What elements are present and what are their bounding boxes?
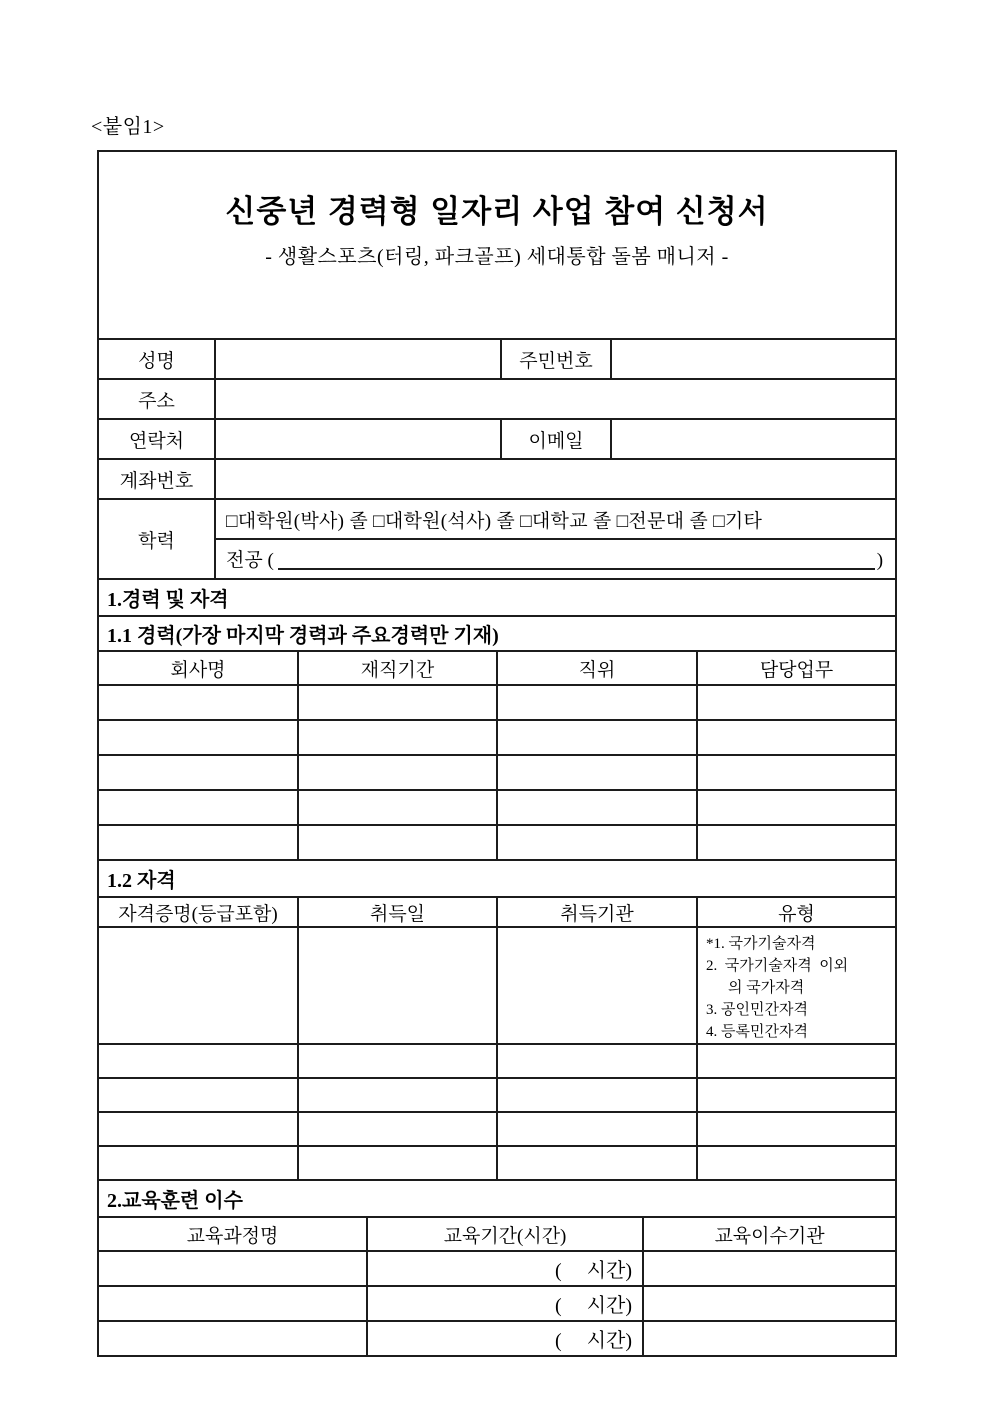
qual-cell-empty [697, 1078, 896, 1112]
email-value-cell [611, 419, 896, 459]
career-cell-empty [98, 825, 298, 860]
career-header-position: 직위 [497, 651, 697, 685]
training-hours-cell: ( 시간) [367, 1286, 643, 1321]
career-cell-empty [98, 790, 298, 825]
career-cell-empty [98, 685, 298, 720]
qual-cell-empty [497, 1112, 697, 1146]
education-options: □대학원(박사) 졸 □대학원(석사) 졸 □대학교 졸 □전문대 졸 □기타 [215, 499, 896, 539]
qual-cell-empty [98, 927, 298, 1044]
career-cell-empty [98, 755, 298, 790]
training-header-institution: 교육이수기관 [643, 1217, 896, 1251]
career-row [98, 685, 896, 720]
career-cell-empty [298, 755, 497, 790]
career-row [98, 790, 896, 825]
qual-cell-empty [497, 927, 697, 1044]
career-cell-empty [497, 755, 697, 790]
training-hours-cell: ( 시간) [367, 1321, 643, 1356]
section1-2-title: 1.2 자격 [98, 860, 896, 897]
training-table [97, 1179, 897, 1357]
career-qualification-table [97, 578, 897, 1181]
contact-label: 연락처 [98, 419, 215, 459]
major-label-close: ) [876, 549, 884, 571]
address-value-cell [215, 379, 896, 419]
training-row [98, 1251, 896, 1286]
qual-header-institution: 취득기관 [497, 897, 697, 927]
section2-title: 2.교육훈련 이수 [98, 1180, 896, 1217]
qual-cell-empty [497, 1044, 697, 1078]
training-cell-empty [643, 1251, 896, 1286]
form-header-cell [98, 151, 896, 339]
qual-type-option-1: *1. 국가기술자격 [706, 936, 816, 952]
qual-type-option-4: 4. 등록민간자격 [706, 1024, 808, 1040]
form-subtitle: - 생활스포츠(터링, 파크골프) 세대통합 돌봄 매니저 - [265, 246, 729, 268]
career-cell-empty [697, 685, 896, 720]
career-row [98, 825, 896, 860]
career-cell-empty [697, 825, 896, 860]
resident-no-value-cell [611, 339, 896, 379]
qual-cell-empty [697, 1146, 896, 1180]
career-row [98, 755, 896, 790]
qual-cell-empty [98, 1044, 298, 1078]
career-header-company: 회사명 [98, 651, 298, 685]
form-title: 신중년 경력형 일자리 사업 참여 신청서 [225, 194, 769, 229]
qualification-row [98, 927, 896, 1044]
training-cell-empty [98, 1251, 367, 1286]
qual-type-note [697, 927, 896, 1044]
education-label: 학력 [98, 499, 215, 579]
training-header-period: 교육기간(시간) [367, 1217, 643, 1251]
application-form [97, 150, 895, 1357]
qual-cell-empty [497, 1078, 697, 1112]
qual-cell-empty [298, 1044, 497, 1078]
qual-header-type: 유형 [697, 897, 896, 927]
qual-header-date: 취득일 [298, 897, 497, 927]
qual-type-option-2: 2. 국가기술자격 이외 [706, 958, 849, 974]
training-row [98, 1286, 896, 1321]
email-label: 이메일 [501, 419, 611, 459]
career-cell-empty [497, 790, 697, 825]
address-label: 주소 [98, 379, 215, 419]
qual-cell-empty [497, 1146, 697, 1180]
career-cell-empty [697, 790, 896, 825]
qual-cell-empty [697, 1044, 896, 1078]
major-label: 전공 ( [226, 549, 274, 571]
qual-cell-empty [697, 1112, 896, 1146]
major-blank-line [278, 546, 875, 570]
name-value-cell [215, 339, 501, 379]
career-cell-empty [497, 825, 697, 860]
qualification-row [98, 1078, 896, 1112]
qualification-row [98, 1044, 896, 1078]
contact-value-cell [215, 419, 501, 459]
qual-type-option-3: 3. 공인민간자격 [706, 1002, 808, 1018]
section1-1-title: 1.1 경력(가장 마지막 경력과 주요경력만 기재) [98, 616, 896, 651]
qual-cell-empty [298, 927, 497, 1044]
training-cell-empty [643, 1321, 896, 1356]
attachment-label: <붙임1> [91, 116, 165, 138]
qual-type-option-2-cont: 의 국가자격 [728, 980, 805, 996]
career-header-duty: 담당업무 [697, 651, 896, 685]
qual-cell-empty [298, 1146, 497, 1180]
training-row [98, 1321, 896, 1356]
training-header-course: 교육과정명 [98, 1217, 367, 1251]
qualification-row [98, 1112, 896, 1146]
career-cell-empty [98, 720, 298, 755]
training-cell-empty [643, 1286, 896, 1321]
career-cell-empty [298, 790, 497, 825]
career-cell-empty [697, 755, 896, 790]
training-hours-cell: ( 시간) [367, 1251, 643, 1286]
qual-cell-empty [98, 1078, 298, 1112]
career-header-period: 재직기간 [298, 651, 497, 685]
applicant-info-table [97, 150, 897, 580]
qualification-row [98, 1146, 896, 1180]
qual-cell-empty [298, 1078, 497, 1112]
section1-title: 1.경력 및 자격 [98, 579, 896, 616]
qual-header-certificate: 자격증명(등급포함) [98, 897, 298, 927]
career-cell-empty [697, 720, 896, 755]
resident-no-label: 주민번호 [501, 339, 611, 379]
qual-cell-empty [98, 1146, 298, 1180]
career-row [98, 720, 896, 755]
qual-cell-empty [298, 1112, 497, 1146]
account-no-value-cell [215, 459, 896, 499]
name-label: 성명 [98, 339, 215, 379]
account-no-label: 계좌번호 [98, 459, 215, 499]
career-cell-empty [298, 685, 497, 720]
career-cell-empty [298, 720, 497, 755]
career-cell-empty [298, 825, 497, 860]
major-cell [215, 539, 896, 579]
career-cell-empty [497, 720, 697, 755]
qual-cell-empty [98, 1112, 298, 1146]
training-cell-empty [98, 1321, 367, 1356]
career-cell-empty [497, 685, 697, 720]
training-cell-empty [98, 1286, 367, 1321]
